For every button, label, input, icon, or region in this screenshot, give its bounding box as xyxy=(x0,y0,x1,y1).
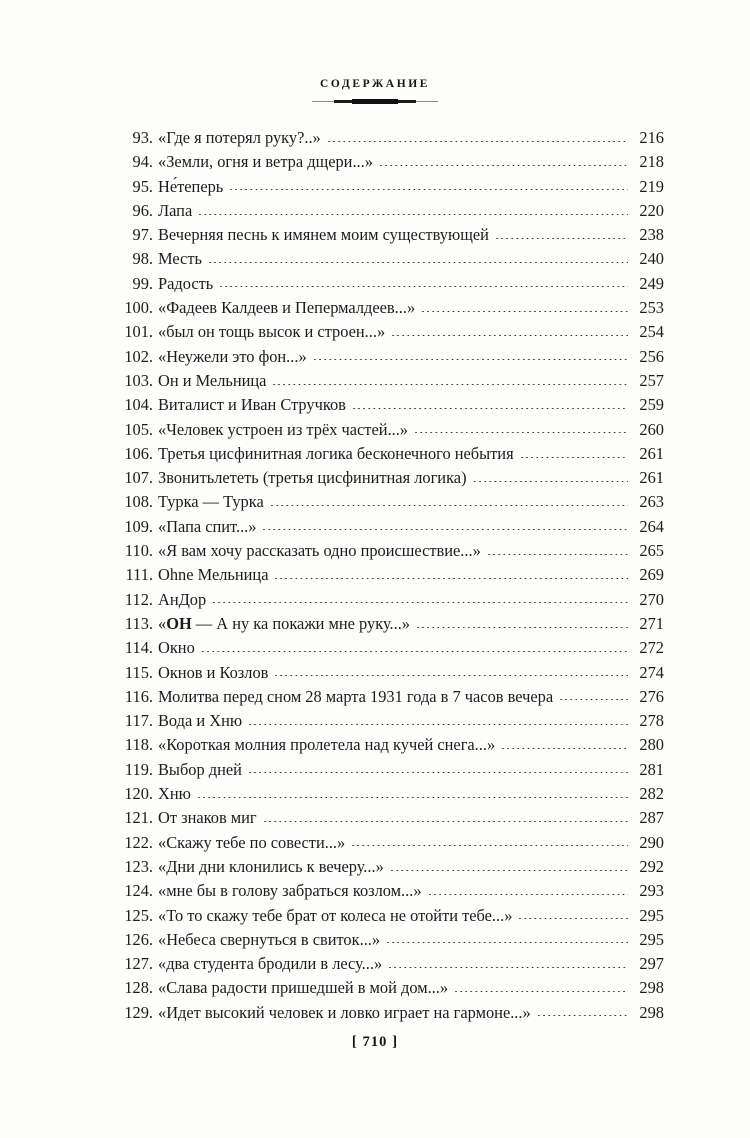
toc-entry-title: Турка — Турка xyxy=(158,492,264,512)
toc-dot-leader xyxy=(199,214,628,215)
toc-entry-number: 102. xyxy=(124,346,153,366)
toc-dot-leader xyxy=(387,942,628,943)
toc-entry-title: От знаков миг xyxy=(158,808,257,828)
toc-entry-title: Радость xyxy=(158,273,214,293)
toc-entry[interactable] xyxy=(119,247,664,271)
toc-entry-number: 104. xyxy=(124,395,153,415)
toc-entry[interactable] xyxy=(119,976,664,1000)
toc-entry-number: 111. xyxy=(125,565,153,585)
toc-entry-page-number: 238 xyxy=(639,225,664,245)
toc-entry-number: 105. xyxy=(124,419,153,439)
toc-entry[interactable] xyxy=(119,272,664,296)
toc-entry-title: Хню xyxy=(158,784,191,804)
toc-dot-leader xyxy=(220,286,628,287)
page-folio xyxy=(0,1033,750,1051)
toc-entry[interactable] xyxy=(119,904,664,928)
toc-entry-title: «То то скажу тебе брат от колеса не отойти тебе...» xyxy=(158,905,513,925)
toc-entry-title: «Неужели это фон...» xyxy=(158,346,307,366)
toc-dot-leader xyxy=(352,845,628,846)
toc-entry-page-number: 278 xyxy=(639,711,664,731)
toc-entry-title: Не́теперь xyxy=(158,176,224,196)
toc-entry-number: 100. xyxy=(124,298,153,318)
toc-entry-page-number: 272 xyxy=(639,638,664,658)
toc-entry-page-number: 298 xyxy=(639,978,664,998)
toc-entry-page-number: 254 xyxy=(639,322,664,342)
toc-entry-title: «Я вам хочу рассказать одно происшествие...» xyxy=(158,541,481,561)
toc-entry[interactable] xyxy=(119,563,664,587)
toc-entry-title: Выбор дней xyxy=(158,759,242,779)
toc-dot-leader xyxy=(538,1015,628,1016)
toc-entry-title: Вода и Хню xyxy=(158,711,243,731)
toc-entry-number: 94. xyxy=(132,152,153,172)
toc-entry[interactable] xyxy=(119,758,664,782)
toc-entry-title: Звонитьлететь (третья цисфинитная логика) xyxy=(158,468,467,488)
toc-entry-page-number: 219 xyxy=(639,176,664,196)
toc-entry[interactable] xyxy=(119,393,664,417)
toc-entry[interactable] xyxy=(119,223,664,247)
toc-entry-number: 123. xyxy=(124,856,153,876)
toc-entry-title: «Слава радости пришедшей в мой дом...» xyxy=(158,978,449,998)
toc-entry-number: 113. xyxy=(124,613,153,633)
toc-entry-page-number: 261 xyxy=(639,468,664,488)
toc-entry[interactable] xyxy=(119,345,664,369)
toc-entry-number: 126. xyxy=(124,929,153,949)
toc-entry[interactable] xyxy=(119,806,664,830)
toc-entry-number: 97. xyxy=(132,225,153,245)
running-head xyxy=(0,74,750,92)
toc-entry-number: 110. xyxy=(124,541,153,561)
toc-entry-title: «Дни дни клонились к вечеру...» xyxy=(158,856,384,876)
toc-entry-number: 119. xyxy=(124,759,153,779)
toc-entry-page-number: 271 xyxy=(639,613,664,633)
toc-entry-page-number: 298 xyxy=(639,1002,664,1022)
toc-entry[interactable] xyxy=(119,175,664,199)
toc-dot-leader xyxy=(275,675,628,676)
toc-entry-page-number: 260 xyxy=(639,419,664,439)
toc-entry-page-number: 287 xyxy=(639,808,664,828)
toc-entry-page-number: 220 xyxy=(639,200,664,220)
toc-entry-number: 96. xyxy=(132,200,153,220)
toc-entry-page-number: 256 xyxy=(639,346,664,366)
toc-entry-page-number: 274 xyxy=(639,662,664,682)
running-head-title: СОДЕРЖАНИЕ xyxy=(319,78,431,90)
toc-entry[interactable] xyxy=(119,588,664,612)
toc-dot-leader xyxy=(422,311,628,312)
toc-dot-leader xyxy=(488,554,628,555)
toc-entry-page-number: 218 xyxy=(639,152,664,172)
toc-dot-leader xyxy=(209,262,628,263)
toc-entry-number: 120. xyxy=(124,784,153,804)
toc-entry[interactable] xyxy=(119,612,664,636)
toc-entry-page-number: 293 xyxy=(639,881,664,901)
toc-entry-page-number: 295 xyxy=(639,905,664,925)
toc-entry-number: 93. xyxy=(132,128,153,147)
toc-entry-title: «мне бы в голову забраться козлом...» xyxy=(158,881,422,901)
toc-dot-leader xyxy=(415,432,628,433)
toc-entry[interactable] xyxy=(119,831,664,855)
toc-entry-number: 116. xyxy=(124,686,153,706)
toc-entry[interactable] xyxy=(119,709,664,733)
toc-dot-leader xyxy=(474,481,628,482)
toc-entry-number: 115. xyxy=(124,662,153,682)
toc-entry-page-number: 282 xyxy=(639,784,664,804)
toc-dot-leader xyxy=(496,238,628,239)
toc-entry-title: «Идет высокий человек и ловко играет на гармоне...» xyxy=(158,1002,531,1022)
toc-entry-page-number: 290 xyxy=(639,832,664,852)
toc-entry-number: 107. xyxy=(124,468,153,488)
toc-dot-leader xyxy=(230,189,628,190)
toc-entry[interactable] xyxy=(119,855,664,879)
table-of-contents xyxy=(119,126,664,1025)
toc-entry-title: Молитва перед сном 28 марта 1931 года в 7 часов вечера xyxy=(158,686,554,706)
toc-entry[interactable] xyxy=(119,661,664,685)
toc-entry[interactable] xyxy=(119,296,664,320)
toc-dot-leader xyxy=(249,724,628,725)
toc-entry-page-number: 216 xyxy=(639,128,664,147)
folio-number: [ 710 ] xyxy=(351,1034,399,1050)
toc-entry-page-number: 259 xyxy=(639,395,664,415)
ornament-core-bar xyxy=(352,99,398,104)
toc-entry-number: 129. xyxy=(124,1002,153,1022)
toc-entry-number: 125. xyxy=(124,905,153,925)
toc-dot-leader xyxy=(198,797,628,798)
toc-entry-number: 122. xyxy=(124,832,153,852)
toc-dot-leader xyxy=(314,359,628,360)
toc-entry[interactable] xyxy=(119,199,664,223)
toc-entry-title: Вечерняя песнь к имянем моим существующей xyxy=(158,225,489,245)
toc-entry[interactable] xyxy=(119,1001,664,1025)
toc-entry-title: «Папа спит...» xyxy=(158,516,257,536)
ornament-rule-icon xyxy=(312,99,438,104)
toc-entry-number: 106. xyxy=(124,443,153,463)
toc-entry-number: 114. xyxy=(124,638,153,658)
toc-entry[interactable] xyxy=(119,150,664,174)
toc-dot-leader xyxy=(328,141,628,142)
toc-entry-number: 108. xyxy=(124,492,153,512)
toc-entry-page-number: 292 xyxy=(639,856,664,876)
toc-entry[interactable] xyxy=(119,782,664,806)
toc-entry-number: 117. xyxy=(124,711,153,731)
toc-entry-title: «Фадеев Калдеев и Пепермалдеев...» xyxy=(158,298,416,318)
toc-entry-title: «Человек устроен из трёх частей...» xyxy=(158,419,409,439)
toc-dot-leader xyxy=(202,651,628,652)
toc-entry[interactable] xyxy=(119,879,664,903)
toc-entry-number: 121. xyxy=(124,808,153,828)
toc-dot-leader xyxy=(560,699,628,700)
toc-entry-number: 128. xyxy=(124,978,153,998)
toc-dot-leader xyxy=(417,627,628,628)
toc-entry-page-number: 270 xyxy=(639,589,664,609)
toc-dot-leader xyxy=(392,335,628,336)
toc-entry[interactable] xyxy=(119,320,664,344)
toc-entry-title: «Небеса свернуться в свиток...» xyxy=(158,929,381,949)
toc-entry[interactable] xyxy=(119,466,664,490)
toc-entry-number: 124. xyxy=(124,881,153,901)
toc-entry-title: «Короткая молния пролетела над кучей снега...» xyxy=(158,735,496,755)
toc-entry-title: Он и Мельница xyxy=(158,370,267,390)
toc-entry-title: Лапа xyxy=(158,200,193,220)
toc-entry-page-number: 280 xyxy=(639,735,664,755)
toc-dot-leader xyxy=(429,894,628,895)
toc-dot-leader xyxy=(273,384,628,385)
toc-dot-leader xyxy=(391,870,628,871)
toc-entry-number: 98. xyxy=(132,249,153,269)
toc-entry[interactable] xyxy=(119,636,664,660)
toc-entry-page-number: 240 xyxy=(639,249,664,269)
toc-entry-number: 118. xyxy=(124,735,153,755)
toc-dot-leader xyxy=(213,602,628,603)
toc-dot-leader xyxy=(380,165,628,166)
toc-entry-title: «Где я потерял руку?..» xyxy=(158,128,321,147)
toc-entry[interactable] xyxy=(119,685,664,709)
toc-entry-page-number: 253 xyxy=(639,298,664,318)
toc-entry-page-number: 295 xyxy=(639,929,664,949)
toc-entry-page-number: 261 xyxy=(639,443,664,463)
toc-entry-number: 101. xyxy=(124,322,153,342)
toc-entry-title: Третья цисфинитная логика бесконечного небытия xyxy=(158,443,514,463)
toc-entry-page-number: 281 xyxy=(639,759,664,779)
toc-entry-title: Окнов и Козлов xyxy=(158,662,269,682)
toc-dot-leader xyxy=(275,578,628,579)
toc-entry-page-number: 264 xyxy=(639,516,664,536)
toc-entry-title: «был он тощь высок и строен...» xyxy=(158,322,386,342)
toc-dot-leader xyxy=(263,529,628,530)
toc-entry-title: АнДор xyxy=(158,589,207,609)
toc-dot-leader xyxy=(455,991,628,992)
toc-entry-title: Ohne Мельница xyxy=(158,565,269,585)
toc-entry-number: 103. xyxy=(124,370,153,390)
toc-entry-page-number: 265 xyxy=(639,541,664,561)
toc-entry[interactable] xyxy=(119,515,664,539)
toc-entry[interactable] xyxy=(119,733,664,757)
toc-entry[interactable] xyxy=(119,126,664,150)
toc-entry-title: Месть xyxy=(158,249,202,269)
toc-entry[interactable] xyxy=(119,369,664,393)
toc-entry-title: «Скажу тебе по совести...» xyxy=(158,832,346,852)
toc-dot-leader xyxy=(353,408,628,409)
toc-entry[interactable] xyxy=(119,928,664,952)
toc-dot-leader xyxy=(249,772,628,773)
toc-entry-number: 109. xyxy=(124,516,153,536)
toc-dot-leader xyxy=(271,505,628,506)
toc-entry-title: «ОН — А ну ка покажи мне руку...» xyxy=(158,613,410,633)
toc-entry-number: 127. xyxy=(124,954,153,974)
toc-entry-number: 99. xyxy=(132,273,153,293)
toc-entry-number: 112. xyxy=(124,589,153,609)
toc-entry[interactable] xyxy=(119,490,664,514)
toc-dot-leader xyxy=(519,918,628,919)
toc-entry-page-number: 249 xyxy=(639,273,664,293)
toc-entry-page-number: 263 xyxy=(639,492,664,512)
toc-entry[interactable] xyxy=(119,539,664,563)
toc-dot-leader xyxy=(521,457,628,458)
toc-entry-page-number: 269 xyxy=(639,565,664,585)
toc-dot-leader xyxy=(389,967,628,968)
toc-entry-title: Окно xyxy=(158,638,195,658)
toc-entry-page-number: 297 xyxy=(639,954,664,974)
toc-entry[interactable] xyxy=(119,442,664,466)
toc-entry[interactable] xyxy=(119,952,664,976)
toc-dot-leader xyxy=(502,748,628,749)
toc-entry-number: 95. xyxy=(132,176,153,196)
toc-dot-leader xyxy=(264,821,628,822)
toc-entry-page-number: 276 xyxy=(639,686,664,706)
toc-entry[interactable] xyxy=(119,418,664,442)
toc-entry-title: «два студента бродили в лесу...» xyxy=(158,954,383,974)
toc-entry-page-number: 257 xyxy=(639,370,664,390)
toc-entry-title: Виталист и Иван Стручков xyxy=(158,395,346,415)
toc-entry-title: «Земли, огня и ветра дщери...» xyxy=(158,152,373,172)
